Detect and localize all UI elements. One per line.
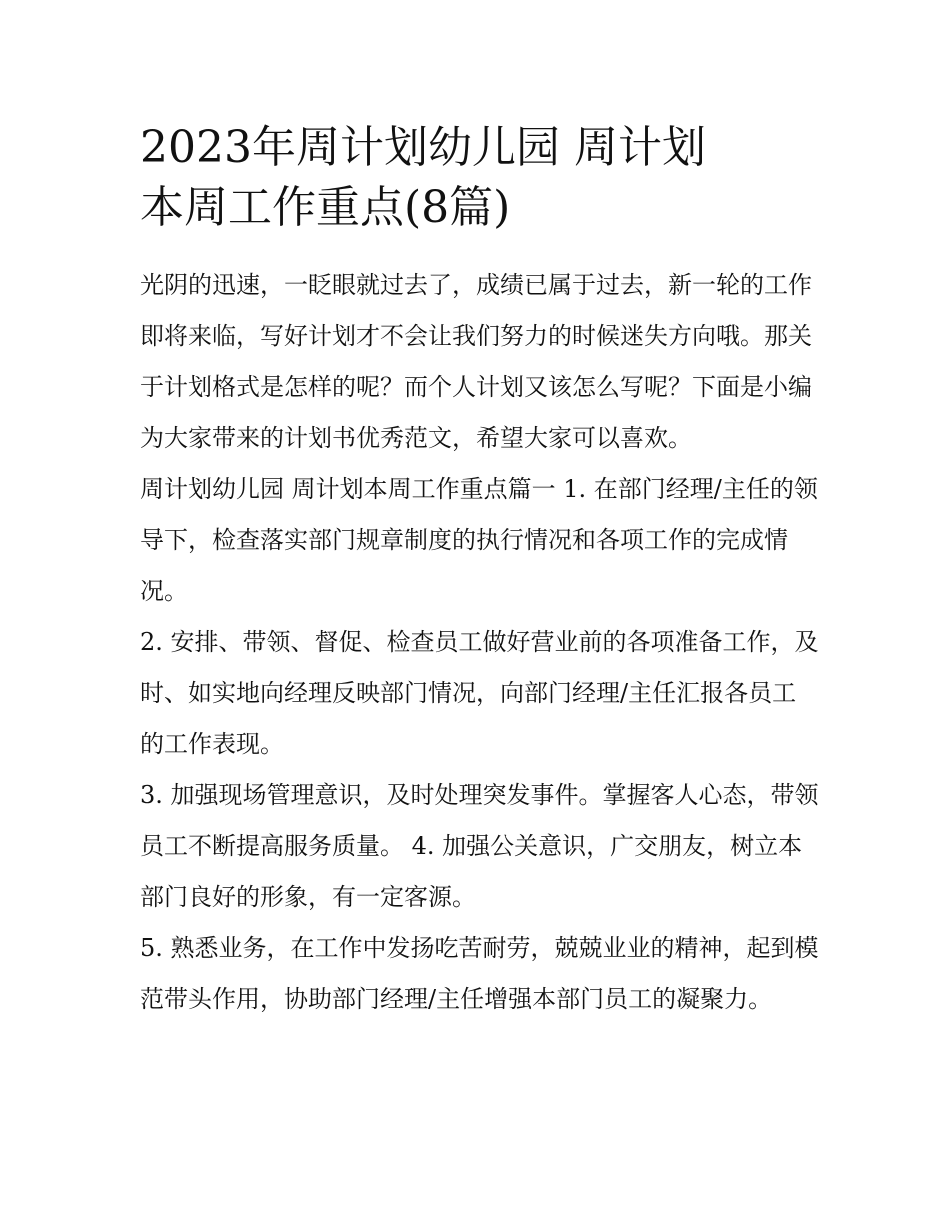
title-line-2: 本周工作重点(8篇) bbox=[140, 182, 511, 233]
paragraph-item-5: 5. 熟悉业务，在工作中发扬吃苦耐劳，兢兢业业的精神，起到模范带头作用，协助部门经理/主任增强本部门员工的凝聚力。 bbox=[140, 934, 819, 1013]
paragraph-item-3-4: 3. 加强现场管理意识，及时处理突发事件。掌握客人心态，带领员工不断提高服务质量。 4. 加强公关意识，广交朋友，树立本部门良好的形象，有一定客源。 bbox=[140, 781, 819, 911]
document-title bbox=[140, 118, 820, 238]
document-content bbox=[140, 118, 820, 1025]
document-body bbox=[140, 260, 820, 1025]
paragraph-intro: 光阴的迅速，一眨眼就过去了，成绩已属于过去，新一轮的工作即将来临，写好计划才不会让我们努力的时候迷失方向哦。那关于计划格式是怎样的呢？而个人计划又该怎么写呢？下面是小编为大家带来的计划书优秀范文，希望大家可以喜欢。 bbox=[140, 271, 812, 452]
paragraph-item-2: 2. 安排、带领、督促、检查员工做好营业前的各项准备工作，及时、如实地向经理反映部门情况，向部门经理/主任汇报各员工的工作表现。 bbox=[140, 628, 819, 758]
title-line-1: 2023年周计划幼儿园 周计划 bbox=[140, 122, 706, 173]
paragraph-item-1: 周计划幼儿园 周计划本周工作重点篇一 1. 在部门经理/主任的领导下，检查落实部门规章制度的执行情况和各项工作的完成情况。 bbox=[140, 475, 818, 605]
